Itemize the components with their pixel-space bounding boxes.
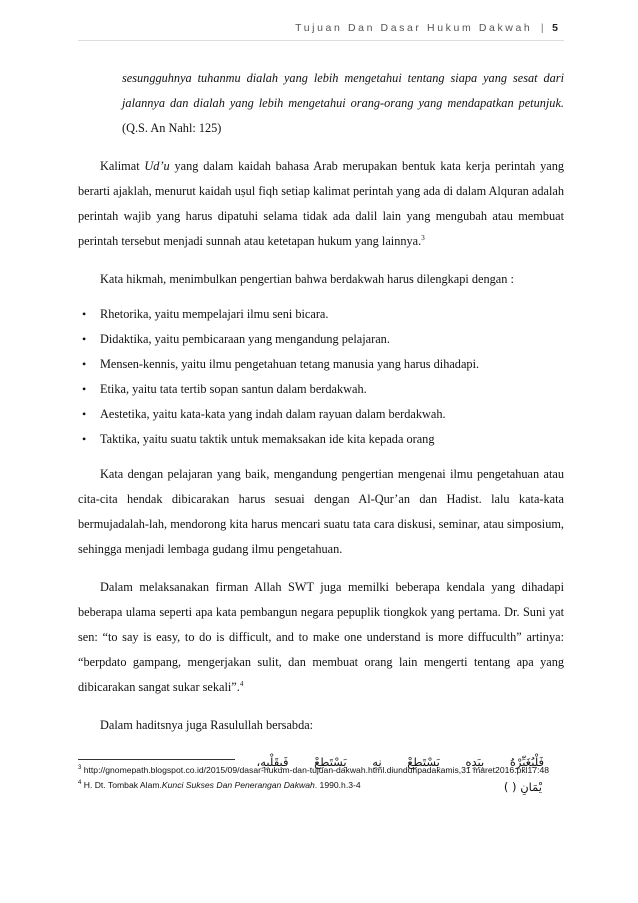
bullet-icon: • — [82, 357, 87, 371]
footnote-number: 4 — [78, 780, 82, 787]
list-item-text: Aestetika, yaitu kata-kata yang indah dalam rayuan dalam berdakwah. — [100, 407, 446, 421]
paragraph-pelajaran: Kata dengan pelajaran yang baik, mengandung pengertian mengenai ilmu pengetahuan atau cita-cita hendak dibicarakan harus sesuai dengan Al-Qur’an dan Hadist. lalu kata-kata bermujadalah-lah, mendorong kita harus mencari suatu tata cara diskusi, seminar, atau simposium, sehingga menjadi lembaga gudang ilmu pengetahuan. — [78, 467, 564, 556]
paragraph-kendala-text: Dalam melaksanakan firman Allah SWT juga memilki beberapa kendala yang dihadapi beberapa ulama seperti apa kata pembangun negara pepuplik tiongkok yang pertama. Dr. Suni yat sen: “to say is easy, to do is difficult, and to make one understand is more diffuculth” artinya: “berpdato gampang, mengerjakan sulit, dan membuat orang lain mengerti tentang apa yang dibicarakan sangat sukar sekali”. — [78, 580, 564, 694]
footnote-ref-4[interactable]: 4 — [239, 679, 244, 688]
page-body — [78, 66, 564, 800]
list-item — [78, 327, 564, 352]
bullet-icon: • — [82, 382, 87, 396]
arabic-hadith-line-2: يْمَانِ ( ) — [503, 780, 542, 794]
list-item — [78, 377, 564, 402]
footnote-text-a: H. Dt. Tombak Alam. — [83, 780, 162, 790]
list-item-text: Didaktika, yaitu pembicaraan yang mengandung pelajaran. — [100, 332, 390, 346]
hikmah-list — [78, 302, 564, 452]
paragraph-kendala — [78, 575, 564, 700]
quote-reference: (Q.S. An Nahl: 125) — [122, 121, 222, 135]
footnote-3 — [78, 764, 564, 777]
bullet-icon: • — [82, 407, 87, 421]
footnotes — [78, 764, 564, 794]
header-title: Tujuan Dan Dasar Hukum Dakwah — [295, 22, 533, 34]
bullet-icon: • — [82, 332, 87, 346]
paragraph-udu-a: Kalimat — [100, 159, 145, 173]
bullet-icon: • — [82, 307, 87, 321]
quran-quote — [122, 66, 564, 141]
footnote-text-b: . 1990.h.3-4 — [314, 780, 361, 790]
page-header — [295, 22, 558, 34]
page-number: 5 — [552, 22, 558, 34]
arabic-hadith-line-1: فَلْيُغَيِّرْهُ بِيَدِهِ يَسْتَطِعْ نِهِ يَسْتَطِعْ فَبِقَلْبِهِ، — [256, 755, 544, 769]
list-item — [78, 427, 564, 452]
paragraph-hadits: Dalam haditsnya juga Rasulullah bersabda: — [100, 718, 314, 732]
paragraph-udu — [78, 154, 564, 254]
footnote-book-title: Kunci Sukses Dan Penerangan Dakwah — [161, 780, 315, 790]
footnote-4 — [78, 779, 564, 792]
footnote-link[interactable]: http://gnomepath.blogspot.co.id/2015/09/dasar-hukum-dan-tujuan-dakwah.html.diunduhpadakamis,31 maret2016.pkl17:48 — [83, 765, 550, 775]
list-item-text: Taktika, yaitu suatu taktik untuk memaksakan ide kita kepada orang — [100, 432, 435, 446]
quote-text: sesungguhnya tuhanmu dialah yang lebih mengetahui tentang siapa yang sesat dari jalannya dan dialah yang lebih mengetahui orang-orang yang mendapatkan petunjuk. — [122, 71, 564, 110]
footnote-divider — [78, 759, 235, 760]
paragraph-udu-b: yang dalam kaidah bahasa Arab merupakan bentuk kata kerja perintah yang berarti ajaklah, menurut kaidah uṣul fiqh setiap kalimat perintah yang ada di dalam Alquran adalah perintah wajib yang harus dipatuhi selama tidak ada dalil lain yang mengubah atau membuat perintah tersebut menjadi sunnah atau ketetapan hukum yang lainnya. — [78, 159, 564, 248]
list-item — [78, 352, 564, 377]
list-item-text: Etika, yaitu tata tertib sopan santun dalam berdakwah. — [100, 382, 367, 396]
paragraph-udu-term: Ud’u — [144, 159, 170, 173]
list-item — [78, 302, 564, 327]
header-divider — [78, 40, 564, 41]
list-item — [78, 402, 564, 427]
list-item-text: Rhetorika, yaitu mempelajari ilmu seni bicara. — [100, 307, 329, 321]
footnote-number: 3 — [78, 765, 82, 772]
list-item-text: Mensen-kennis, yaitu ilmu pengetahuan tetang manusia yang harus dihadapi. — [100, 357, 480, 371]
bullet-icon: • — [82, 432, 87, 446]
footnote-ref-3[interactable]: 3 — [421, 233, 425, 242]
paragraph-hikmah: Kata hikmah, menimbulkan pengertian bahwa berdakwah harus dilengkapi dengan : — [100, 272, 514, 286]
header-separator: | — [540, 22, 544, 34]
